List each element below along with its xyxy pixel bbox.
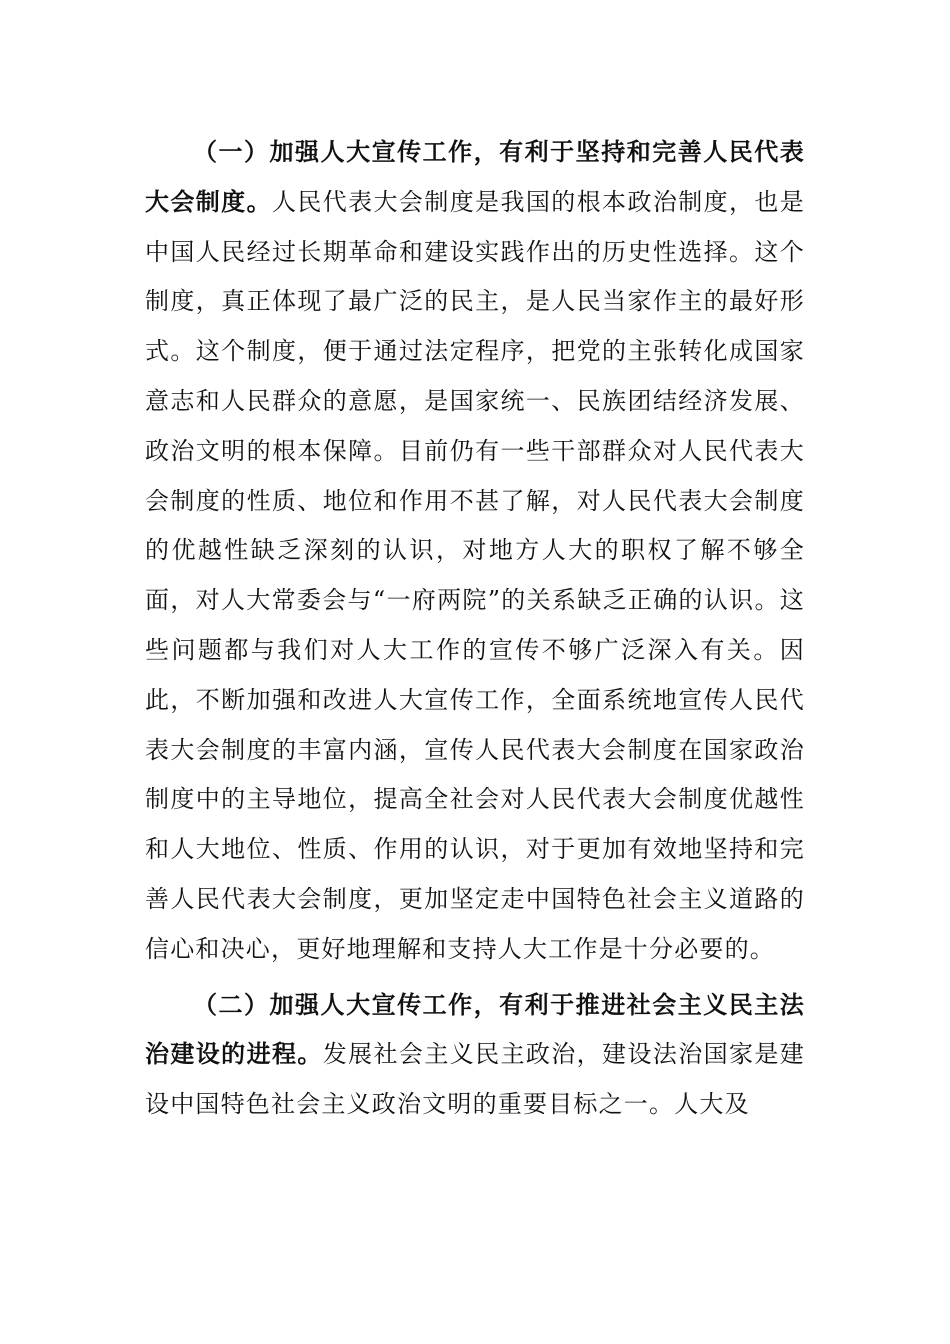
paragraph-2 <box>145 981 805 1130</box>
paragraph-1-heading: （一）加强人大宣传工作，有利于坚持和完善人民代表大会制度。 <box>145 138 805 216</box>
paragraph-1-body: 人民代表大会制度是我国的根本政治制度，也是中国人民经过长期革命和建设实践作出的历史性选择。这个制度，真正体现了最广泛的民主，是人民当家作主的最好形式。这个制度，便于通过法定程序，把党的主张转化成国家意志和人民群众的意愿，是国家统一、民族团结经济发展、政治文明的根本保障。目前仍有一些干部群众对人民代表大会制度的性质、地位和作用不甚了解，对人民代表大会制度的优越性缺乏深刻的认识，对地方人大的职权了解不够全面，对人大常委会与“一府两院”的关系缺乏正确的认识。这些问题都与我们对人大工作的宣传不够广泛深入有关。因此，不断加强和改进人大宣传工作，全面系统地宣传人民代表大会制度的丰富内涵，宣传人民代表大会制度在国家政治制度中的主导地位，提高全社会对人民代表大会制度优越性和人大地位、性质、作用的认识，对于更加有效地坚持和完善人民代表大会制度，更加坚定走中国特色社会主义道路的信心和决心，更好地理解和支持人大工作是十分必要的。 <box>145 187 806 963</box>
paragraph-2-heading: （二）加强人大宣传工作，有利于推进社会主义民主法治建设的进程。 <box>145 990 805 1069</box>
document-page <box>145 128 805 1130</box>
paragraph-2-body: 发展社会主义民主政治，建设法治国家是建设中国特色社会主义政治文明的重要目标之一。人大及 <box>145 1040 805 1119</box>
paragraph-1 <box>145 128 805 975</box>
